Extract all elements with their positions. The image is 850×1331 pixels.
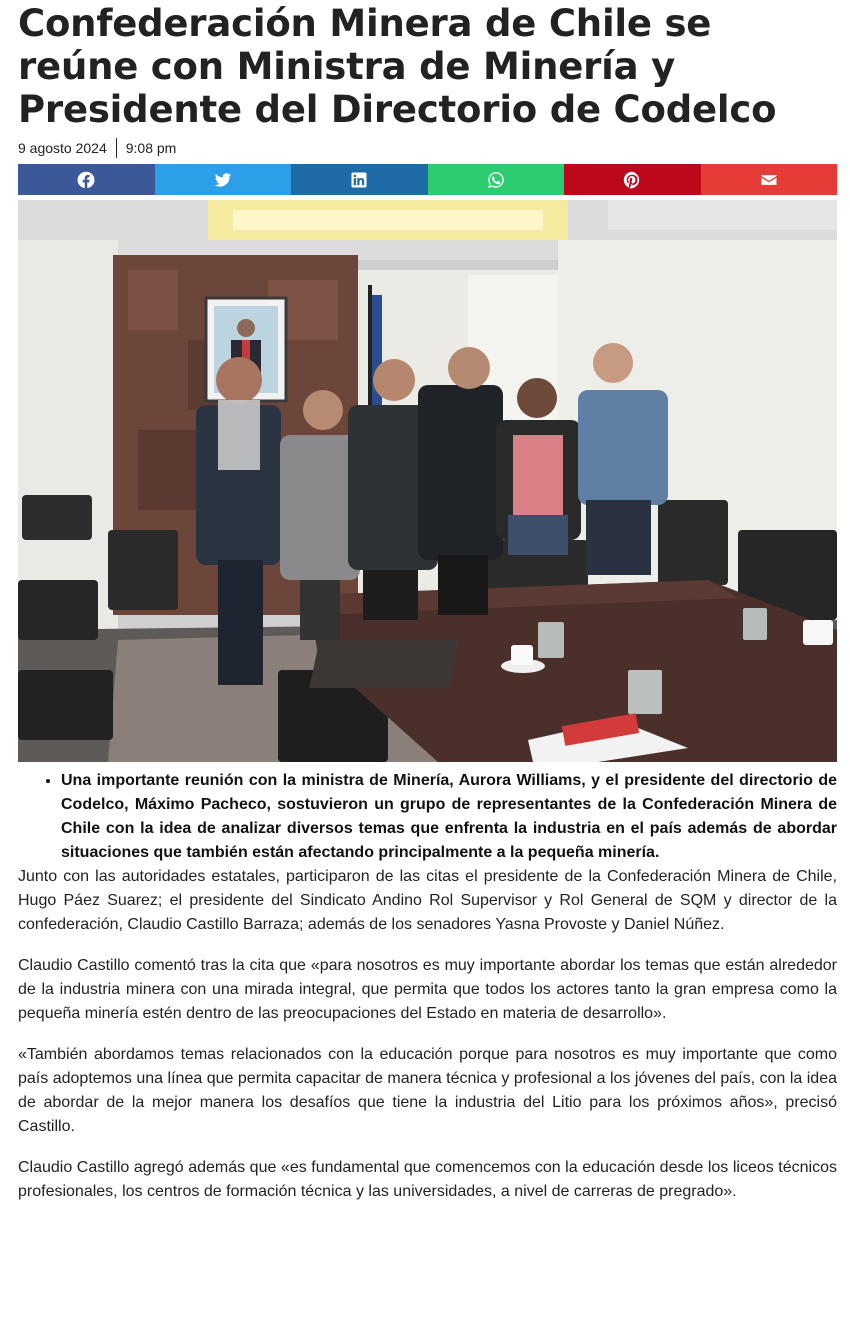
article-paragraph: «También abordamos temas relacionados con la educación porque para nosotros es muy importante que como país adoptemos una línea que permita capacitar de manera técnica y profesional a los jóvenes del país, con la idea de abordar de la mejor manera los desafíos que tiene la industria del Litio para los próximos años», precisó Castillo. — [18, 1046, 837, 1135]
share-email-button[interactable] — [701, 164, 838, 195]
share-facebook-button[interactable] — [18, 164, 155, 195]
article-lead — [18, 769, 837, 865]
envelope-icon — [760, 171, 778, 189]
pinterest-icon — [623, 171, 641, 189]
lead-item: • Una importante reunión con la ministra de Minería, Aurora Williams, y el presidente del directorio de Codelco, Máximo Pacheco, sostuvieron un grupo de representantes de la Confederación Minera de Chile con la idea de analizar diversos temas que enfrenta la industria en el país además de abordar situaciones que también están afectando principalmente a la pequeña minería. — [61, 769, 837, 865]
share-pinterest-button[interactable] — [564, 164, 701, 195]
article-photo — [18, 200, 837, 762]
article-paragraph: Claudio Castillo comentó tras la cita que «para nosotros es muy importante abordar los temas que están alrededor de la industria minera con una mirada integral, que permita que todos los actores tanto la gran empresa como la pequeña minería estén dentro de las preocupaciones del Estado en materia de desarrollo». — [18, 957, 837, 1022]
whatsapp-icon — [487, 171, 505, 189]
linkedin-icon — [350, 171, 368, 189]
article-meta — [18, 137, 837, 159]
share-bar — [18, 164, 837, 195]
meta-divider — [116, 138, 117, 158]
share-linkedin-button[interactable] — [291, 164, 428, 195]
article-paragraph: Junto con las autoridades estatales, participaron de las citas el presidente de la Confederación Minera de Chile, Hugo Páez Suarez; el presidente del Sindicato Andino Rol Supervisor y Rol General de SQM y director de la confederación, Claudio Castillo Barraza; además de los senadores Yasna Provoste y Daniel Núñez. — [18, 868, 837, 933]
share-twitter-button[interactable] — [155, 164, 292, 195]
article-paragraph: Claudio Castillo agregó además que «es fundamental que comencemos con la educación desde los liceos técnicos profesionales, los centros de formación técnica y las universidades, a nivel de carreras de pregrado». — [18, 1159, 837, 1200]
facebook-icon — [77, 171, 95, 189]
share-whatsapp-button[interactable] — [428, 164, 565, 195]
article-title: Confederación Minera de Chile se reúne con Ministra de Minería y Presidente del Directorio de Codelco — [18, 2, 777, 131]
article-date: 9 agosto 2024 — [18, 140, 107, 156]
article — [18, 0, 837, 1204]
twitter-icon — [214, 171, 232, 189]
article-time: 9:08 pm — [125, 140, 177, 156]
